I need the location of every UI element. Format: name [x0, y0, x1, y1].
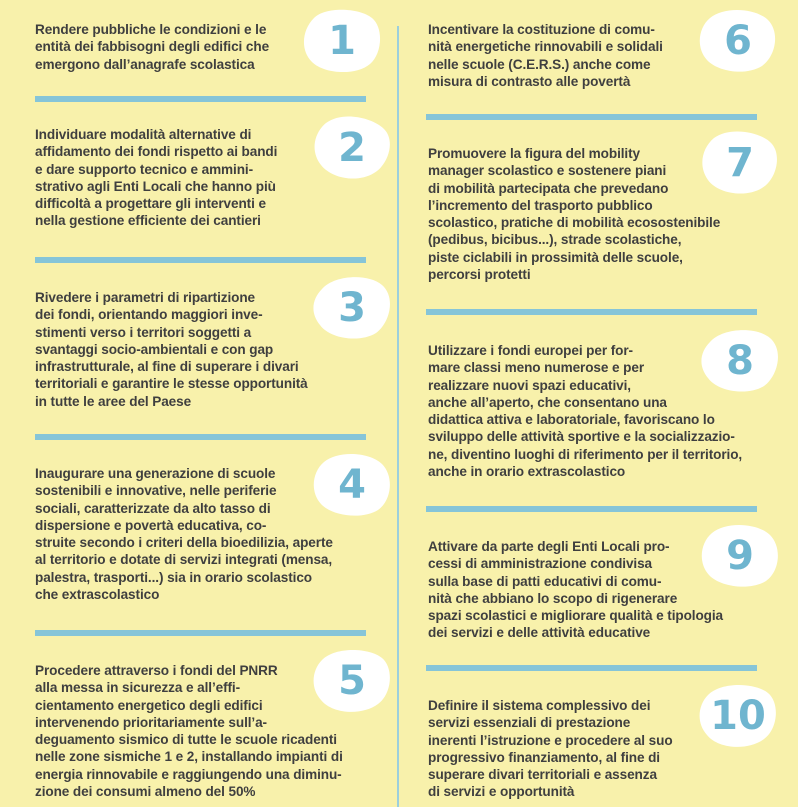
number-6: 6	[724, 18, 752, 64]
separator-left-3	[35, 434, 366, 440]
number-badge-8	[700, 328, 780, 394]
proposal-2-text: Individuare modalità alternative di affidamento dei fondi rispetto ai bandi e dare supporto tecnico e ammini- strativo agli Enti Locali che hanno più difficoltà a progettare gli interventi e nella gestione efficiente dei cantieri	[35, 127, 278, 229]
number-badge-5	[312, 648, 392, 714]
proposal-3-text: Rivedere i parametri di ripartizione dei fondi, orientando maggiori inve- stimenti verso i territori soggetti a svantaggi socio-ambientali e con gap infrastrutturale, al fine di superare i divari territoriali e garantire le stesse opportunità in tutte le aree del Paese	[35, 290, 308, 409]
proposal-5-text: Procedere attraverso i fondi del PNRR alla messa in sicurezza e all’effi- cientamento energetico degli edifici intervenendo prioritariamente sull’a- deguamento sismico di tutte le scuole ricadenti nelle zone sismiche 1 e 2, installando impianti di energia rinnovabile e raggiungendo una diminu- zione dei consumi almeno del 50%	[35, 663, 343, 800]
proposal-7-text: Promuovere la figura del mobility manager scolastico e sostenere piani di mobilità partecipata che prevedano l’incremento del trasporto pubblico scolastico, pratiche di mobilità ecosostenibile (pedibus, bicibus...), strade scolastiche, piste ciclabili in prossimità delle scuole, percorsi protetti	[428, 146, 721, 283]
number-badge-9	[700, 523, 780, 589]
center-divider	[397, 26, 399, 807]
separator-right-1	[426, 114, 757, 120]
number-9: 9	[726, 533, 754, 579]
number-badge-4	[312, 452, 392, 518]
proposal-10	[428, 697, 718, 801]
number-10: 10	[710, 693, 766, 739]
proposal-1-text: Rendere pubbliche le condizioni e le entità dei fabbisogni degli edifici che emergono dall’anagrafe scolastica	[35, 22, 270, 72]
number-8: 8	[726, 338, 754, 384]
proposal-9-text: Attivare da parte degli Enti Locali pro- cessi di amministrazione condivisa sulla base di patti educativi di comu- nità che abbiano lo scopo di rigenerare spazi scolastici e migliorare qualità e tipologia dei servizi e delle attività educative	[428, 539, 724, 641]
proposal-7	[428, 145, 728, 283]
proposal-1	[35, 21, 305, 73]
number-badge-3	[312, 275, 392, 341]
separator-left-4	[35, 630, 366, 636]
number-badge-6	[698, 8, 778, 74]
proposal-4-text: Inaugurare una generazione di scuole sostenibili e innovative, nelle periferie sociali, caratterizzate da alto tasso di dispersione e povertà educativa, co- struite secondo i criteri della bioedilizia, aperte al territorio e dotate di servizi integrati (mensa, palestra, trasporti...) sia in orario scolastico che extrascolastico	[35, 466, 333, 603]
number-4: 4	[338, 462, 366, 508]
number-badge-7	[700, 130, 780, 196]
proposal-2	[35, 126, 325, 230]
proposal-3	[35, 289, 335, 410]
separator-left-2	[35, 257, 366, 263]
number-1: 1	[328, 18, 356, 64]
number-2: 2	[338, 125, 366, 171]
number-5: 5	[338, 658, 366, 704]
number-7: 7	[726, 140, 754, 186]
proposal-6	[428, 21, 708, 90]
separator-right-2	[426, 309, 757, 315]
number-badge-1	[302, 8, 382, 74]
separator-right-4	[426, 665, 757, 671]
number-badge-10	[698, 683, 778, 749]
separator-left-1	[35, 96, 366, 102]
number-badge-2	[312, 115, 392, 181]
proposal-6-text: Incentivare la costituzione di comu- nità energetiche rinnovabili e solidali nelle scuole (C.E.R.S.) anche come misura di contrasto alle povertà	[428, 22, 663, 89]
proposal-10-text: Definire il sistema complessivo dei servizi essenziali di prestazione inerenti l’istruzione e procedere al suo progressivo finanziamento, al fine di superare divari territoriali e assenza di servizi e opportunità	[428, 698, 673, 800]
proposal-8-text: Utilizzare i fondi europei per for- mare classi meno numerose e per realizzare nuovi spazi educativi, anche all’aperto, che consentano una didattica attiva e laboratoriale, favoriscano lo sviluppo delle attività sportive e la socializzazio- ne, diventino luoghi di riferimento per il territorio, anche in orario extrascolastico	[428, 343, 743, 480]
separator-right-3	[426, 506, 757, 512]
number-3: 3	[338, 285, 366, 331]
